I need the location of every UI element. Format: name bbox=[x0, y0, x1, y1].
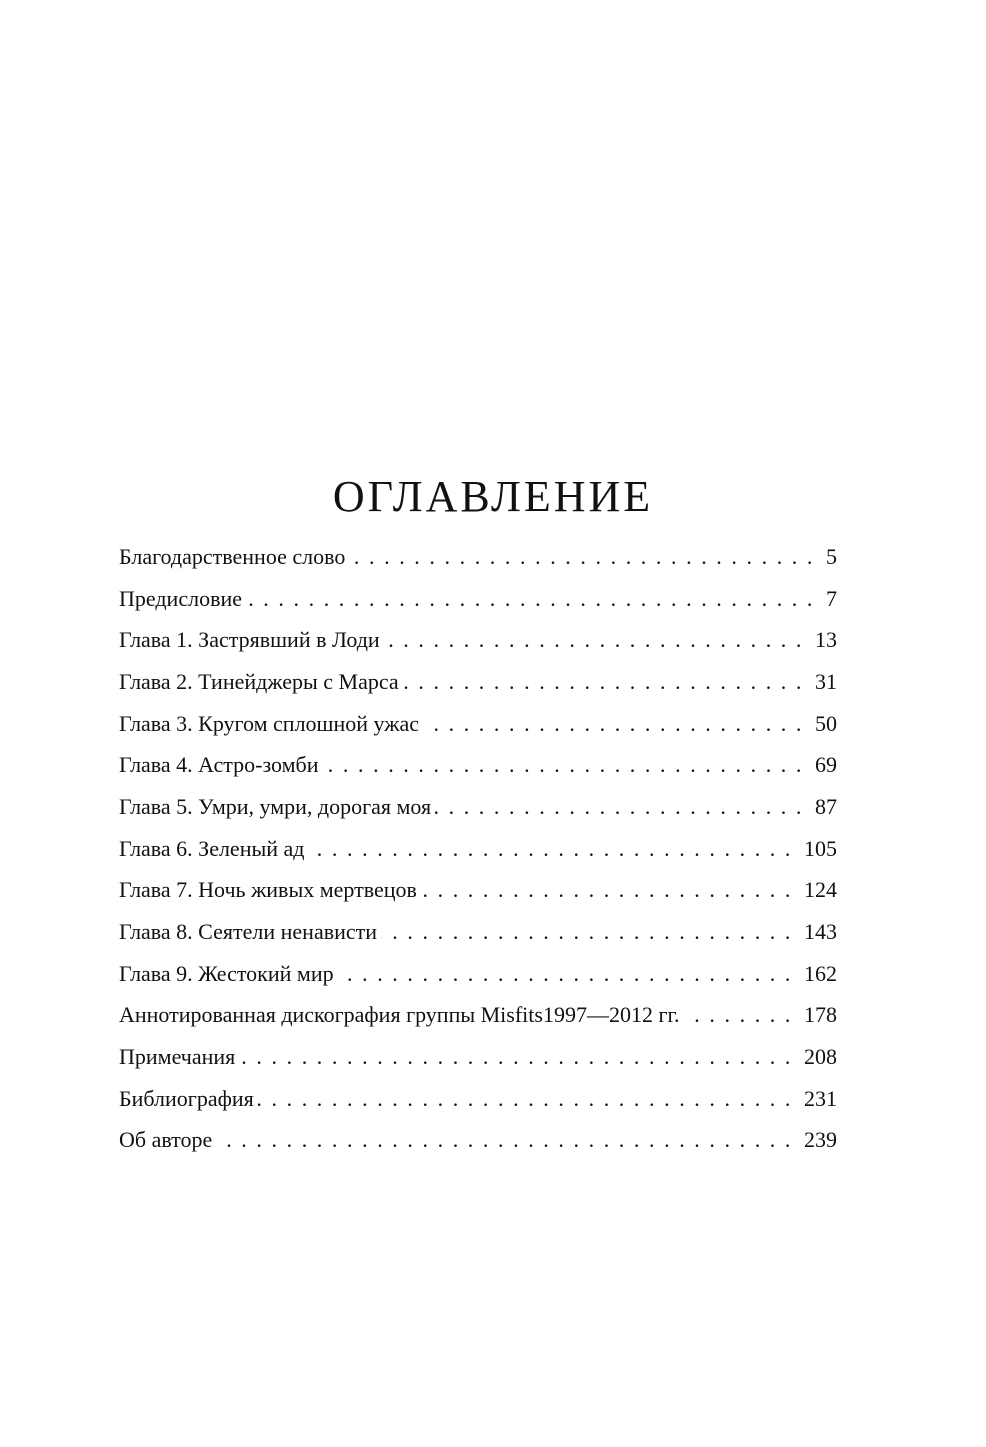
toc-leader-dots bbox=[384, 627, 811, 653]
toc-entry bbox=[119, 953, 837, 995]
toc-entry-page: 13 bbox=[815, 627, 837, 653]
toc-entry bbox=[119, 828, 837, 870]
table-of-contents bbox=[119, 536, 837, 1161]
toc-entry-title: Глава 9. Жестокий мир bbox=[119, 960, 334, 986]
toc-leader-dots bbox=[684, 1002, 800, 1028]
toc-leader-dots bbox=[403, 669, 811, 695]
toc-entry bbox=[119, 578, 837, 620]
toc-entry-title: Глава 5. Умри, умри, дорогая моя bbox=[119, 793, 432, 819]
toc-entry-page: 69 bbox=[815, 752, 837, 778]
toc-entry-page: 87 bbox=[815, 793, 837, 819]
toc-leader-dots bbox=[435, 794, 811, 820]
toc-leader-dots bbox=[323, 752, 811, 778]
toc-entry-title: Благодарственное слово bbox=[119, 543, 346, 569]
toc-entry bbox=[119, 870, 837, 912]
toc-entry-title: Глава 6. Зеленый ад bbox=[119, 835, 305, 861]
toc-entry-title: Глава 1. Застрявший в Лоди bbox=[119, 627, 380, 653]
toc-entry-title: Глава 4. Астро-зомби bbox=[119, 752, 319, 778]
toc-entry bbox=[119, 1036, 837, 1078]
toc-entry bbox=[119, 786, 837, 828]
page-title: ОГЛАВЛЕНИЕ bbox=[332, 472, 654, 521]
toc-entry-page: 31 bbox=[815, 668, 837, 694]
toc-leader-dots bbox=[349, 544, 822, 570]
toc-entry bbox=[119, 703, 837, 745]
toc-entry-page: 178 bbox=[804, 1002, 837, 1028]
toc-entry-page: 105 bbox=[804, 835, 837, 861]
toc-leader-dots bbox=[216, 1127, 800, 1153]
toc-entry bbox=[119, 619, 837, 661]
toc-leader-dots bbox=[423, 711, 811, 737]
toc-entry-page: 50 bbox=[815, 710, 837, 736]
toc-entry bbox=[119, 661, 837, 703]
toc-entry-page: 239 bbox=[804, 1127, 837, 1153]
toc-leader-dots bbox=[309, 836, 801, 862]
toc-entry-page: 208 bbox=[804, 1044, 837, 1070]
toc-entry-page: 5 bbox=[826, 543, 837, 569]
toc-entry-page: 231 bbox=[804, 1085, 837, 1111]
toc-leader-dots bbox=[381, 919, 800, 945]
toc-leader-dots bbox=[421, 877, 800, 903]
toc-entry bbox=[119, 744, 837, 786]
toc-entry bbox=[119, 536, 837, 578]
toc-entry-title: Об авторе bbox=[119, 1127, 213, 1153]
toc-entry-page: 124 bbox=[804, 877, 837, 903]
toc-entry-title: Аннотированная дискография группы Misfits1997—2012 гг. bbox=[119, 1002, 680, 1028]
toc-entry bbox=[119, 995, 837, 1037]
toc-entry-title: Глава 3. Кругом сплошной ужас bbox=[119, 710, 419, 736]
toc-entry-title: Глава 2. Тинейджеры с Марса bbox=[119, 668, 399, 694]
toc-leader-dots bbox=[239, 1044, 800, 1070]
toc-entry-title: Примечания bbox=[119, 1044, 236, 1070]
toc-entry-title: Глава 8. Сеятели ненависти bbox=[119, 919, 378, 945]
toc-entry-page: 143 bbox=[804, 919, 837, 945]
toc-entry bbox=[119, 1120, 837, 1162]
toc-leader-dots bbox=[258, 1086, 800, 1112]
toc-leader-dots bbox=[338, 961, 800, 987]
toc-entry-title: Предисловие bbox=[119, 585, 242, 611]
toc-entry-page: 7 bbox=[826, 585, 837, 611]
toc-leader-dots bbox=[246, 586, 822, 612]
toc-entry-title: Глава 7. Ночь живых мертвецов bbox=[119, 877, 417, 903]
toc-entry bbox=[119, 911, 837, 953]
toc-entry bbox=[119, 1078, 837, 1120]
toc-entry-title: Библиография bbox=[119, 1085, 254, 1111]
toc-entry-page: 162 bbox=[804, 960, 837, 986]
